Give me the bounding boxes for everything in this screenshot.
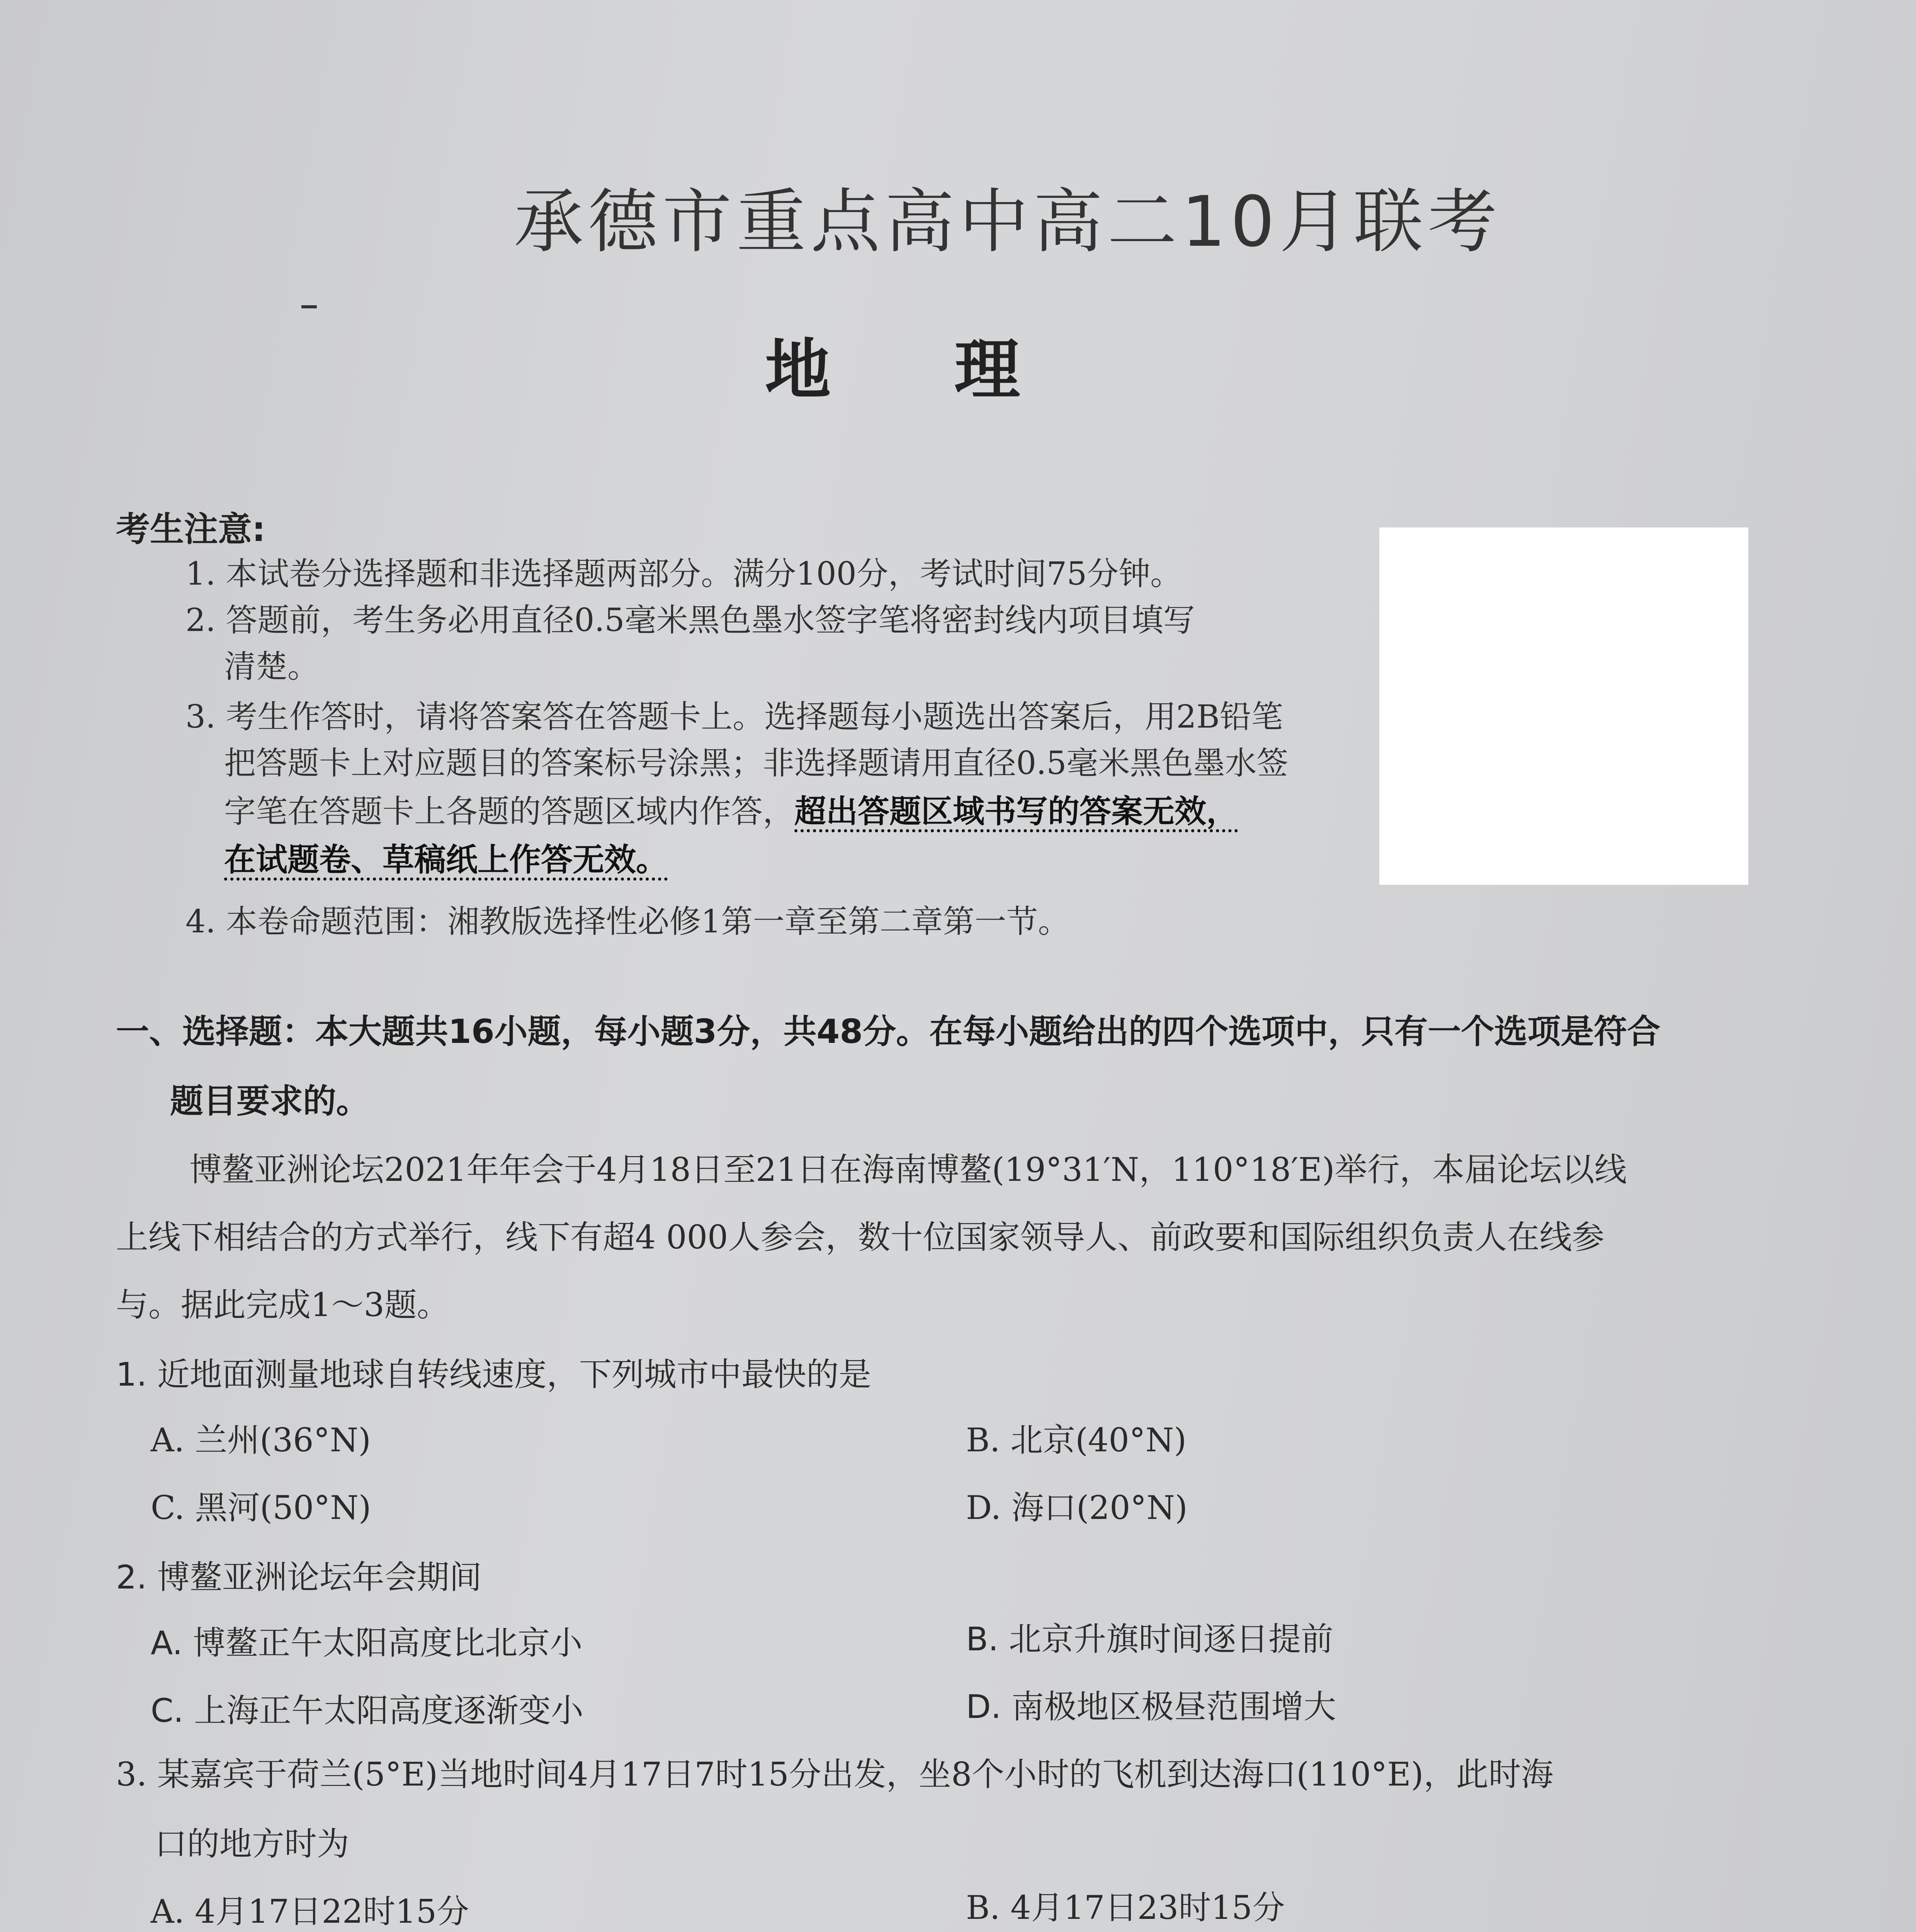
notice-item-2a: 2. 答题前，考生务必用直径0.5毫米黑色墨水签字笔将密封线内项目填写: [185, 602, 1195, 639]
question-2-stem: 2. 博鳌亚洲论坛年会期间: [116, 1558, 482, 1596]
notice-item-1: 1. 本试卷分选择题和非选择题两部分。满分100分，考试时间75分钟。: [185, 556, 1182, 592]
question-2-option-a: A. 博鳌正午太阳高度比北京小: [151, 1624, 583, 1662]
margin-dash: [301, 305, 317, 308]
subject-title: 地理: [765, 332, 1144, 408]
redaction-box: [1379, 527, 1748, 885]
notice-item-3b: 把答题卡上对应题目的答案标号涂黑；非选择题请用直径0.5毫米黑色墨水签: [224, 745, 1289, 782]
notice-item-4: 4. 本卷命题范围：湘教版选择性必修1第一章至第二章第一节。: [185, 903, 1070, 940]
section-heading-line2: 题目要求的。: [170, 1082, 369, 1121]
passage1-line1: 博鳌亚洲论坛2021年年会于4月18日至21日在海南博鳌(19°31′N，110°18′E)举行，本届论坛以线: [189, 1151, 1627, 1189]
question-3-option-b: B. 4月17日23时15分: [966, 1889, 1285, 1927]
notice-item-2b: 清楚。: [224, 648, 320, 685]
question-2-option-d: D. 南极地区极昼范围增大: [966, 1688, 1336, 1726]
passage1-line3: 与。据此完成1～3题。: [116, 1286, 449, 1324]
exam-title: 承德市重点高中高二10月联考: [514, 182, 1502, 262]
question-1-option-a: A. 兰州(36°N): [151, 1421, 371, 1459]
question-1-option-b: B. 北京(40°N): [966, 1421, 1187, 1459]
section-heading-line1: 一、选择题：本大题共16小题，每小题3分，共48分。在每小题给出的四个选项中，只有一个选项是符合: [116, 1012, 1661, 1051]
notice-item-3a: 3. 考生作答时，请将答案答在答题卡上。选择题每小题选出答案后，用2B铅笔: [185, 699, 1283, 735]
question-1-option-d: D. 海口(20°N): [966, 1489, 1188, 1527]
notice-item-3d: 在试题卷、草稿纸上作答无效。: [224, 842, 668, 878]
question-2-option-b: B. 北京升旗时间逐日提前: [966, 1620, 1334, 1658]
notice-item-3c-plain: 字笔在答题卡上各题的答题区域内作答，: [224, 793, 795, 830]
question-3-stem-line2: 口的地方时为: [155, 1825, 350, 1863]
notice-item-3c: [224, 786, 1238, 832]
question-1-stem: 1. 近地面测量地球自转线速度，下列城市中最快的是: [116, 1355, 871, 1393]
notice-item-3c-emphasis: 超出答题区域书写的答案无效，: [794, 793, 1238, 830]
question-2-option-c: C. 上海正午太阳高度逐渐变小: [151, 1692, 584, 1730]
question-1-option-c: C. 黑河(50°N): [151, 1489, 371, 1527]
notice-heading: 考生注意:: [116, 509, 266, 549]
passage1-line2: 上线下相结合的方式举行，线下有超4 000人参会，数十位国家领导人、前政要和国际组织负责人在线参: [116, 1218, 1605, 1256]
question-3-stem-line1: 3. 某嘉宾于荷兰(5°E)当地时间4月17日7时15分出发，坐8个小时的飞机到达海口(110°E)，此时海: [116, 1755, 1554, 1793]
question-3-option-a: A. 4月17日22时15分: [151, 1893, 469, 1930]
